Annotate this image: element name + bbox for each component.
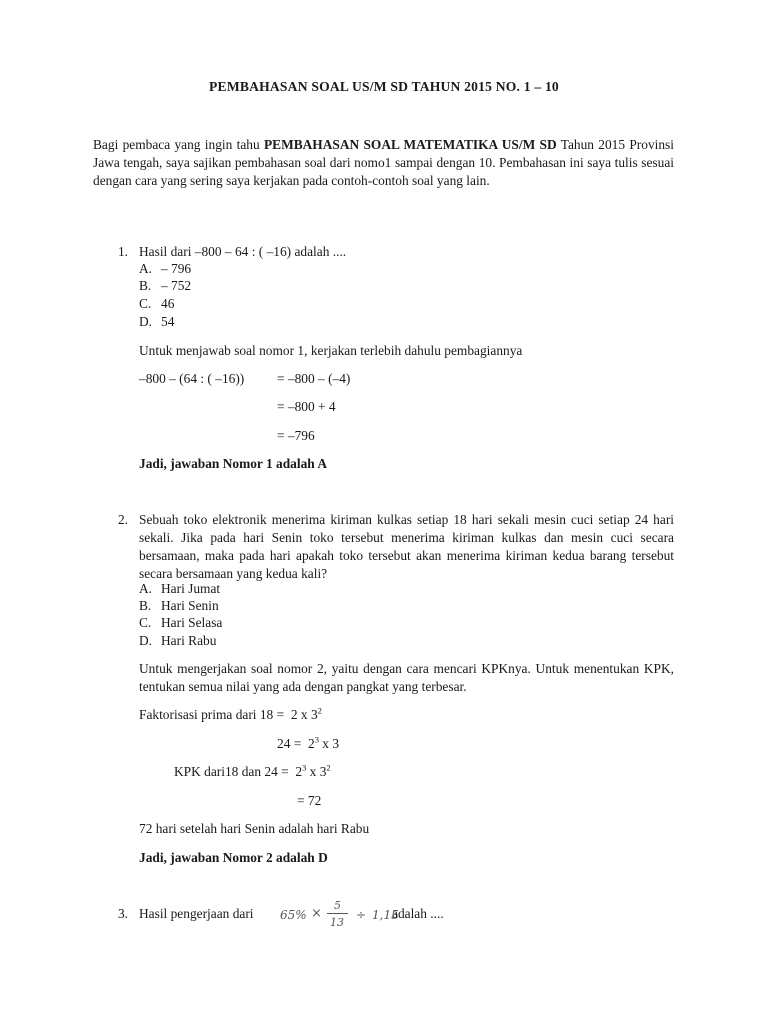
- q1-option-c: [139, 295, 174, 313]
- q2-kpk-exponent-1: 3: [302, 762, 307, 773]
- q2-option-b-letter: B.: [139, 598, 152, 613]
- q2-option-d-text: Hari Rabu: [161, 633, 217, 648]
- q1-option-b-letter: B.: [139, 278, 152, 293]
- q2-kpk-mid: x 3: [306, 764, 327, 779]
- q2-factorization-label: Faktorisasi prima dari 18 =: [139, 707, 285, 722]
- q2-factorization-18-value: 2 x 3: [290, 707, 318, 722]
- q3-decimal: 1,15: [372, 908, 399, 922]
- document-title: PEMBAHASAN SOAL US/M SD TAHUN 2015 NO. 1 – 10: [209, 79, 559, 94]
- q1-option-b: [139, 277, 191, 295]
- q2-answer: Jadi, jawaban Nomor 2 adalah D: [139, 850, 328, 865]
- q1-answer: Jadi, jawaban Nomor 1 adalah A: [139, 456, 327, 471]
- q2-option-c: [139, 614, 222, 632]
- intro-text-bold: PEMBAHASAN SOAL MATEMATIKA US/M SD: [263, 137, 557, 152]
- q2-option-b: [139, 597, 219, 615]
- q1-option-c-text: 46: [161, 296, 175, 311]
- q3-fraction-denominator: 13: [330, 916, 344, 929]
- q1-step-2: = –800 + 4: [277, 399, 336, 414]
- q2-factorization-24-rest: x 3: [318, 736, 340, 751]
- q2-question: Sebuah toko elektronik menerima kiriman kulkas setiap 18 hari sekali mesin cuci setiap 24 hari sekali. Jika pada hari Senin toko tersebut menerima kiriman kulkas dan mesin cuci secara bersamaan, maka pada hari apakah toko tersebut akan menerima kiriman kedua barang tersebut secara bersamaan yang kedua kali?: [139, 512, 674, 581]
- q1-option-a: [139, 260, 191, 278]
- intro-paragraph: [93, 136, 674, 190]
- intro-text-post: Tahun 2015 Provinsi Jawa tengah, saya sajikan pembahasan soal dari nomo1 sampai dengan 10. Pembahasan ini saya tulis sesuai dengan cara yang sering saya kerjakan pada contoh-contoh soal yang lain.: [93, 137, 674, 188]
- q2-factorization-24-exponent: 3: [314, 734, 319, 745]
- q1-option-b-text: – 752: [161, 278, 192, 293]
- q1-explanation: Untuk menjawab soal nomor 1, kerjakan terlebih dahulu pembagiannya: [139, 343, 523, 358]
- q2-option-c-text: Hari Selasa: [161, 615, 223, 630]
- q2-option-d: [139, 632, 216, 650]
- q1-option-d: [139, 313, 174, 331]
- q2-option-a-text: Hari Jumat: [161, 581, 221, 596]
- q2-kpk: [174, 763, 331, 781]
- q1-step-3: = –796: [277, 428, 315, 443]
- q2-option-c-letter: C.: [139, 615, 152, 630]
- q2-kpk-result: = 72: [297, 793, 322, 808]
- q1-option-a-text: – 796: [161, 261, 192, 276]
- q3-question-post: adalah ....: [392, 906, 444, 921]
- q1-expression: –800 – (64 : ( –16)): [139, 371, 245, 386]
- q3-fraction-numerator: 5: [334, 899, 341, 912]
- q2-factorization-24-base: 2: [308, 736, 315, 751]
- q2-option-b-text: Hari Senin: [161, 598, 219, 613]
- q1-option-c-letter: C.: [139, 296, 152, 311]
- q1-step-1: = –800 – (–4): [277, 371, 351, 386]
- q1-number: 1.: [117, 244, 128, 259]
- q2-kpk-base: 2: [295, 764, 303, 779]
- q2-kpk-exponent-2: 2: [326, 762, 331, 773]
- q1-option-d-text: 54: [161, 314, 175, 329]
- q2-factorization-18: [139, 706, 322, 724]
- q1-option-d-letter: D.: [139, 314, 153, 329]
- q3-divide-symbol: ÷: [356, 908, 367, 922]
- q1-option-a-letter: A.: [139, 261, 153, 276]
- q3-times-symbol: ×: [311, 906, 322, 921]
- q2-option-a: [139, 580, 220, 598]
- q2-option-d-letter: D.: [139, 633, 153, 648]
- q2-factorization-24-label: 24 =: [277, 736, 302, 751]
- intro-text-pre: Bagi pembaca yang ingin tahu: [93, 137, 264, 152]
- q2-option-a-letter: A.: [139, 581, 153, 596]
- q3-question-pre: Hasil pengerjaan dari: [139, 906, 254, 921]
- q2-explanation: Untuk mengerjakan soal nomor 2, yaitu dengan cara mencari KPKnya. Untuk menentukan KPK, tentukan semua nilai yang ada dengan pangkat yang terbesar.: [139, 661, 674, 694]
- q3-number: 3.: [117, 906, 128, 921]
- q2-number: 2.: [117, 512, 128, 527]
- q2-factorization-24: [277, 735, 339, 753]
- q1-question: Hasil dari –800 – 64 : ( –16) adalah ....: [139, 244, 347, 259]
- q2-conclusion: 72 hari setelah hari Senin adalah hari Rabu: [139, 821, 370, 836]
- q3-percent: 65%: [280, 908, 307, 922]
- q2-factorization-18-exponent: 2: [317, 705, 322, 716]
- q2-kpk-label: KPK dari18 dan 24 =: [174, 764, 289, 779]
